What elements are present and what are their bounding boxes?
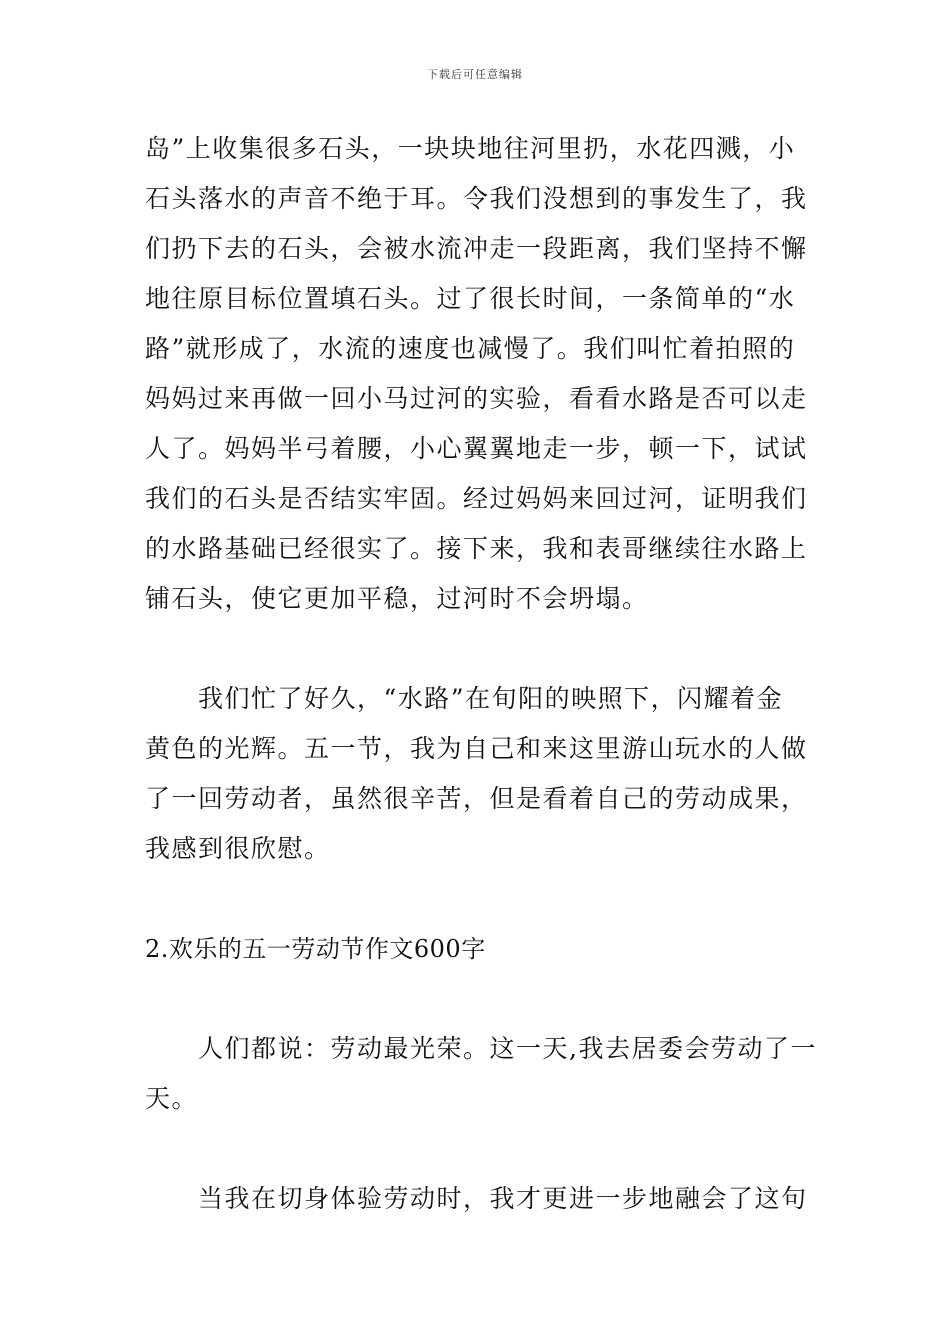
text-line: 当我在切身体验劳动时，我才更进一步地融会了这句: [145, 1184, 808, 1213]
text-line: 我感到很欣慰。: [145, 834, 331, 863]
section-heading: 2.欢乐的五一劳动节作文600字: [145, 935, 486, 963]
text-line: 我们的石头是否结实牢固。经过妈妈来回过河，证明我们: [145, 484, 808, 513]
paragraph-spacer: [145, 1124, 809, 1174]
text-line: 了一回劳动者，虽然很辛苦，但是看着自己的劳动成果，: [145, 784, 808, 813]
text-line: 人们都说：劳动最光荣。这一天,我去居委会劳动了一: [145, 1034, 817, 1063]
text-line: 我们忙了好久，“水路”在旬阳的映照下，闪耀着金: [145, 684, 784, 713]
text-line: 岛”上收集很多石头，一块块地往河里扔，水花四溅，小: [145, 134, 796, 163]
text-line: 人了。妈妈半弓着腰，小心翼翼地走一步，顿一下，试试: [145, 434, 808, 463]
text-line: 石头落水的声音不绝于耳。令我们没想到的事发生了，我: [145, 184, 808, 213]
text-line: 路”就形成了，水流的速度也减慢了。我们叫忙着拍照的: [145, 334, 796, 363]
paragraph-spacer: [145, 974, 809, 1024]
text-line: 黄色的光辉。五一节，我为自己和来这里游山玩水的人做: [145, 734, 808, 763]
text-line: 天。: [145, 1084, 199, 1113]
paragraph-spacer: [145, 874, 809, 924]
text-line: 妈妈过来再做一回小马过河的实验，看看水路是否可以走: [145, 384, 808, 413]
header-note: 下载后可任意编辑: [427, 68, 523, 81]
text-line: 的水路基础已经很实了。接下来，我和表哥继续往水路上: [145, 534, 808, 563]
text-line: 铺石头，使它更加平稳，过河时不会坍塌。: [145, 584, 649, 613]
paragraph-1: [145, 124, 809, 624]
text-line: 们扔下去的石头，会被水流冲走一段距离，我们坚持不懈: [145, 234, 808, 263]
paragraph-3: [145, 1024, 817, 1124]
paragraph-2: [145, 674, 809, 874]
document-body: [145, 124, 817, 1224]
paragraph-spacer: [145, 624, 809, 674]
text-line: 地往原目标位置填石头。过了很长时间，一条简单的“水: [145, 284, 796, 313]
paragraph-4: [145, 1174, 809, 1224]
